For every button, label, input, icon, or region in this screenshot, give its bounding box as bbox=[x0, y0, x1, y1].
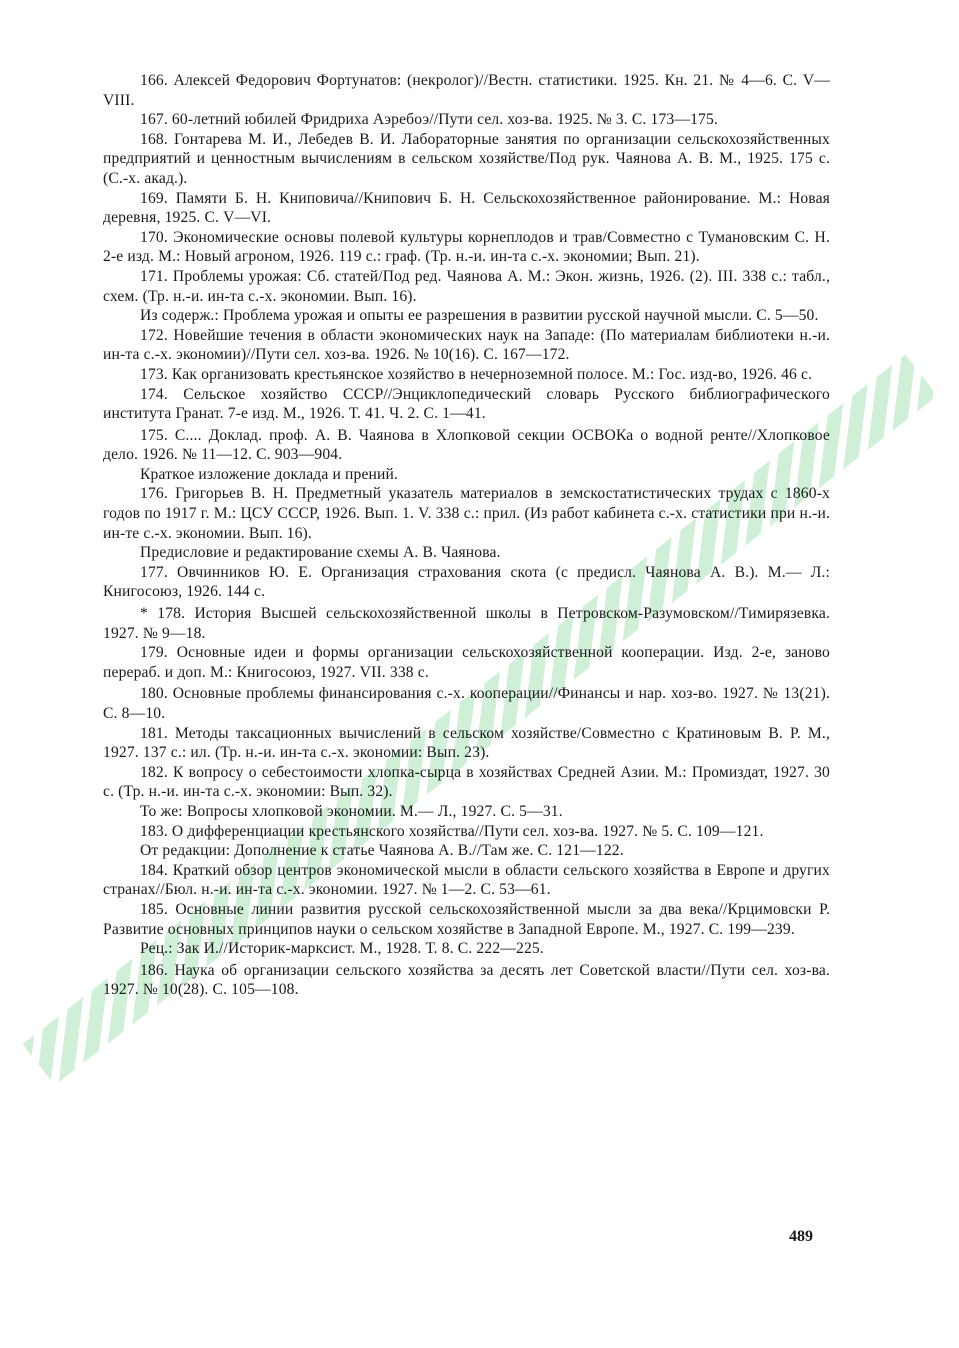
entry-172: 172. Новейшие течения в области экономических наук на Западе: (По материалам библиотеки н.-и. ин-та с.-х. экономии)//Пути сел. хоз-ва. 1926. № 10(16). С. 167—172. bbox=[103, 326, 830, 364]
entry-176-note: Предисловие и редактирование схемы А. В. Чаянова. bbox=[140, 544, 501, 562]
entry-175: 175. С.... Доклад. проф. А. В. Чаянова в Хлопковой секции ОСВОКа о водной ренте//Хлопковое дело. 1926. № 11—12. С. 903—904. bbox=[103, 426, 830, 464]
entry-176: 176. Григорьев В. Н. Предметный указатель материалов в земскостатистических трудах с 1860-х годов по 1917 г. М.: ЦСУ СССР, 1926. Вып. 1. V. 338 с.: прил. (Из работ кабинета с.-х. статистики при н.-и. ин-те с.-х. экономии. Вып. 16). bbox=[103, 485, 830, 542]
entry-182: 182. К вопросу о себестоимости хлопка-сырца в хозяйствах Средней Азии. М.: Промиздат, 1927. 30 с. (Тр. н.-и. ин-та с.-х. экономии: Вып. 32). bbox=[103, 763, 830, 801]
entry-182-note: То же: Вопросы хлопковой экономии. М.— Л., 1927. С. 5—31. bbox=[140, 802, 563, 820]
entry-169: 169. Памяти Б. Н. Книповича//Книпович Б. Н. Сельскохозяйственное районирование. М.: Новая деревня, 1925. С. V—VI. bbox=[103, 189, 830, 227]
entry-177: 177. Овчинников Ю. Е. Организация страхования скота (с предисл. Чаянова А. В.). М.— Л.: Книгосоюз, 1926. 144 с. bbox=[103, 563, 830, 601]
entry-175-note: Краткое изложение доклада и прений. bbox=[140, 465, 399, 483]
entry-179: 179. Основные идеи и формы организации сельскохозяйственной кооперации. Изд. 2-е, заново перераб. и доп. М.: Книгосоюз, 1927. VII. 338 с. bbox=[103, 644, 830, 681]
entry-168: 168. Гонтарева М. И., Лебедев В. И. Лабораторные занятия по организации сельскохозяйственных предприятий и ценностным вычислениям в сельском хозяйстве/Под рук. Чаянова А. В. М., 1925. 175 с. (С.-х. акад.). bbox=[103, 130, 830, 187]
entry-185-review: Рец.: Зак И.//Историк-марксист. М., 1928. Т. 8. С. 222—225. bbox=[140, 940, 544, 958]
entry-173: 173. Как организовать крестьянское хозяйство в нечерноземной полосе. М.: Гос. изд-во, 1926. 46 с. bbox=[140, 365, 813, 383]
entry-183-note: От редакции: Дополнение к статье Чаянова А. В.//Там же. С. 121—122. bbox=[140, 842, 624, 860]
entry-166: 166. Алексей Федорович Фортунатов: (некролог)//Вестн. статистики. 1925. Кн. 21. № 4—6. С. V—VIII. bbox=[103, 72, 830, 109]
page-number: 489 bbox=[789, 1228, 813, 1245]
entry-170: 170. Экономические основы полевой культуры корнеплодов и трав/Совместно с Тумановским С. Н. 2-е изд. М.: Новый агроном, 1926. 119 с.: граф. (Тр. н.-и. ин-та с.-х. экономии; Вып. 21). bbox=[103, 228, 830, 266]
entry-183: 183. О дифференциации крестьянского хозяйства//Пути сел. хоз-ва. 1927. № 5. С. 109—121. bbox=[140, 822, 764, 840]
entry-185: 185. Основные линии развития русской сельскохозяйственной мысли за два века//Крцимовски Р. Развитие основных принципов науки о сельском хозяйстве в Западной Европе. М., 1927. С. 199—239. bbox=[103, 900, 830, 938]
entry-178: * 178. История Высшей сельскохозяйственной школы в Петровском-Разумовском//Тимирязевка. 1927. № 9—18. bbox=[103, 605, 830, 642]
entry-184: 184. Краткий обзор центров экономической мысли в области сельского хозяйства в Европе и других странах//Бюл. н.-и. ин-та с.-х. экономии. 1927. № 1—2. С. 53—61. bbox=[103, 861, 830, 899]
entry-180: 180. Основные проблемы финансирования с.-х. кооперации//Финансы и нар. хоз-во. 1927. № 13(21). С. 8—10. bbox=[103, 685, 830, 722]
entry-171: 171. Проблемы урожая: Сб. статей/Под ред. Чаянова А. М.: Экон. жизнь, 1926. (2). III. 338 с.: табл., схем. (Тр. н.-и. ин-та с.-х. экономии. Вып. 16). bbox=[103, 267, 830, 305]
bibliography-text bbox=[103, 71, 830, 1000]
entry-171-contents: Из содерж.: Проблема урожая и опыты ее разрешения в развитии русской научной мысли. С. 5—50. bbox=[140, 307, 819, 325]
entry-167: 167. 60-летний юбилей Фридриха Аэребоэ//Пути сел. хоз-ва. 1925. № 3. С. 173—175. bbox=[140, 111, 718, 129]
entry-174: 174. Сельское хозяйство СССР//Энциклопедический словарь Русского библиографического института Гранат. 7-е изд. М., 1926. Т. 41. Ч. 2. С. 1—41. bbox=[103, 385, 830, 423]
entry-181: 181. Методы таксационных вычислений в сельском хозяйстве/Совместно с Кратиновым В. Р. М., 1927. 137 с.: ил. (Тр. н.-и. ин-та с.-х. экономии: Вып. 23). bbox=[103, 724, 830, 762]
entry-186: 186. Наука об организации сельского хозяйства за десять лет Советской власти//Пути сел. хоз-ва. 1927. № 10(28). С. 105—108. bbox=[103, 961, 830, 999]
